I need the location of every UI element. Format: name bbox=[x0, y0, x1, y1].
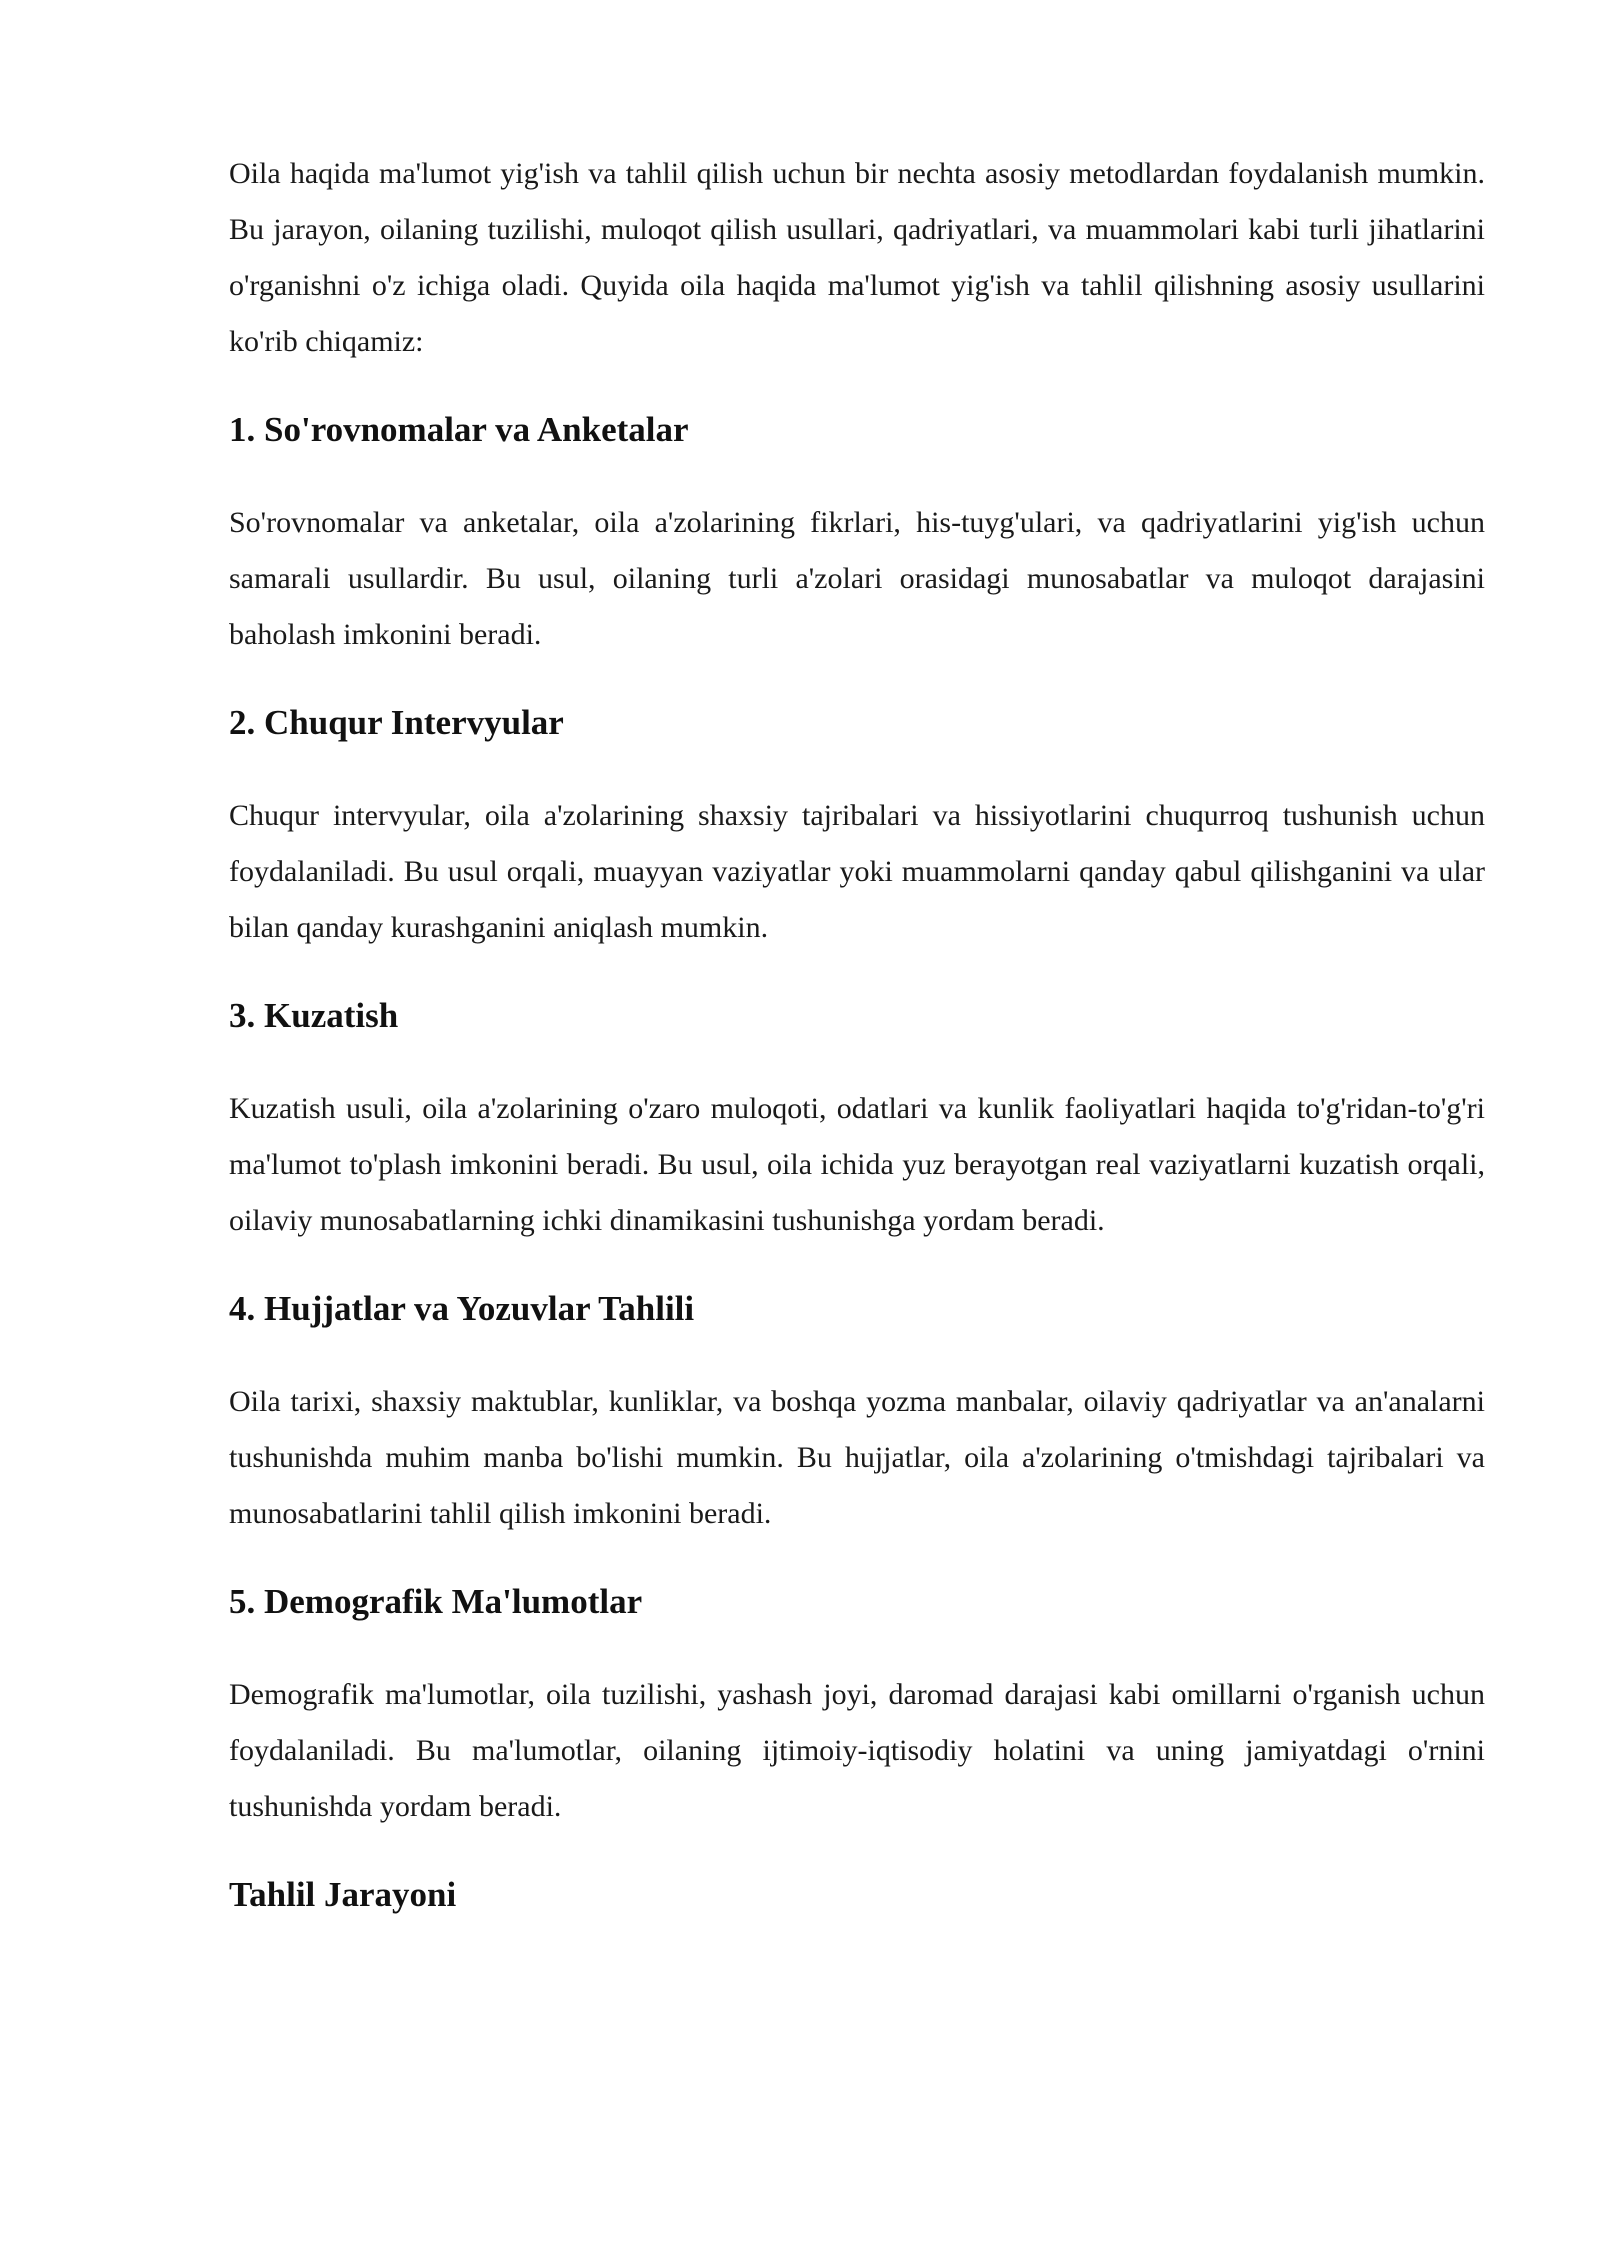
section-heading-hujjatlar: 4. Hujjatlar va Yozuvlar Tahlili bbox=[229, 1289, 695, 1328]
section-heading-intervyular: 2. Chuqur Intervyular bbox=[229, 703, 564, 742]
section-text-sorovnomalar: So'rovnomalar va anketalar, oila a'zolarining fikrlari, his-tuyg'ulari, va qadriyatlarini yig'ish uchun samarali usullardir. Bu usul, oilaning turli a'zolari orasidagi munosabatlar va muloqot darajasini baholash imkonini beradi. bbox=[229, 506, 1485, 651]
document-content bbox=[229, 146, 1485, 1917]
final-heading-tahlil-jarayoni: Tahlil Jarayoni bbox=[229, 1875, 457, 1914]
section-text-intervyular: Chuqur intervyular, oila a'zolarining shaxsiy tajribalari va hissiyotlarini chuqurroq tushunish uchun foydalaniladi. Bu usul orqali, muayyan vaziyatlar yoki muammolarni qanday qabul qilishganini va ular bilan qanday kurashganini aniqlash mumkin. bbox=[229, 799, 1485, 944]
section-text-kuzatish: Kuzatish usuli, oila a'zolarining o'zaro muloqoti, odatlari va kunlik faoliyatlari haqida to'g'ridan-to'g'ri ma'lumot to'plash imkonini beradi. Bu usul, oila ichida yuz berayotgan real vaziyatlarni kuzatish orqali, oilaviy munosabatlarning ichki dinamikasini tushunishga yordam beradi. bbox=[229, 1092, 1485, 1237]
section-text-hujjatlar: Oila tarixi, shaxsiy maktublar, kunliklar, va boshqa yozma manbalar, oilaviy qadriyatlar va an'analarni tushunishda muhim manba bo'lishi mumkin. Bu hujjatlar, oila a'zolarining o'tmishdagi tajribalari va munosabatlarini tahlil qilish imkonini beradi. bbox=[229, 1385, 1485, 1530]
section-text-demografik: Demografik ma'lumotlar, oila tuzilishi, yashash joyi, daromad darajasi kabi omillarni o'rganish uchun foydalaniladi. Bu ma'lumotlar, oilaning ijtimoiy-iqtisodiy holatini va uning jamiyatdagi o'rnini tushunishda yordam beradi. bbox=[229, 1678, 1485, 1823]
intro-paragraph: Oila haqida ma'lumot yig'ish va tahlil qilish uchun bir nechta asosiy metodlardan foydalanish mumkin. Bu jarayon, oilaning tuzilishi, muloqot qilish usullari, qadriyatlari, va muammolari kabi turli jihatlarini o'rganishni o'z ichiga oladi. Quyida oila haqida ma'lumot yig'ish va tahlil qilishning asosiy usullarini ko'rib chiqamiz: bbox=[229, 157, 1485, 358]
section-heading-kuzatish: 3. Kuzatish bbox=[229, 996, 399, 1035]
section-heading-demografik: 5. Demografik Ma'lumotlar bbox=[229, 1582, 643, 1621]
section-heading-sorovnomalar: 1. So'rovnomalar va Anketalar bbox=[229, 410, 689, 449]
